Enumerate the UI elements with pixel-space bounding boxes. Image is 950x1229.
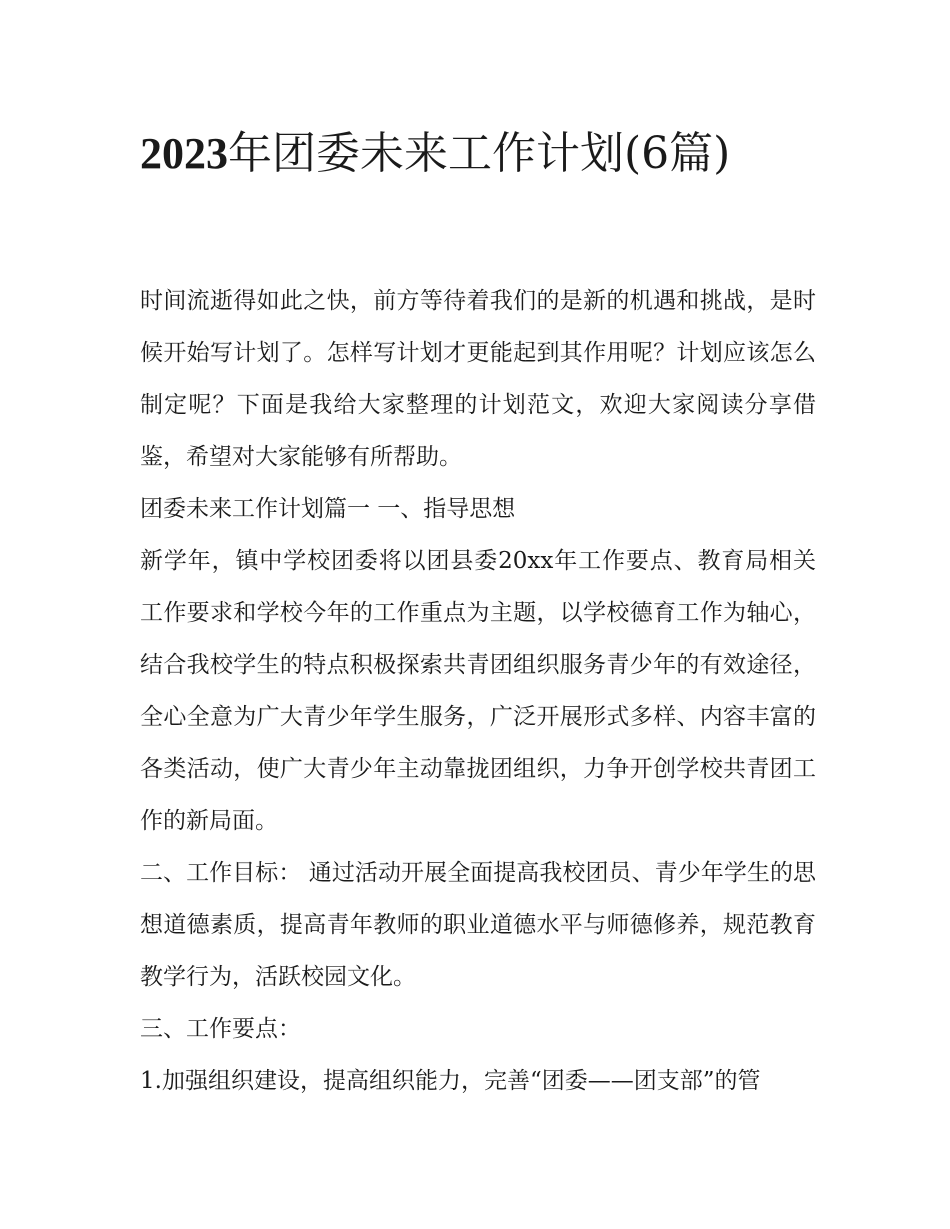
work-goals-paragraph: 二、工作目标： 通过活动开展全面提高我校团员、青少年学生的思想道德素质，提高青年教师的职业道德水平与师德修养，规范教育教学行为，活跃校园文化。 [140,860,816,990]
guiding-thought-paragraph: 新学年，镇中学校团委将以团县委20xx年工作要点、教育局相关工作要求和学校今年的工作重点为主题，以学校德育工作为轴心，结合我校学生的特点积极探索共青团组织服务青少年的有效途径，全心全意为广大青少年学生服务，广泛开展形式多样、内容丰富的各类活动，使广大青少年主动靠拢团组织，力争开创学校共青团工作的新局面。 [140,548,816,834]
section-heading-guiding-thought: 团委未来工作计划篇一 一、指导思想 [140,496,516,522]
title-year: 2023 [140,129,228,178]
intro-paragraph: 时间流逝得如此之快，前方等待着我们的是新的机遇和挑战，是时候开始写计划了。怎样写计划才更能起到其作用呢？计划应该怎么制定呢？下面是我给大家整理的计划范文，欢迎大家阅读分享借鉴，希望对大家能够有所帮助。 [140,288,816,470]
section-heading-work-points: 三、工作要点： [140,1016,301,1042]
document-body [140,275,816,1107]
document-title [140,118,820,190]
title-text: 年团委未来工作计划(6篇) [228,128,731,179]
work-point-1-paragraph: 1.加强组织建设，提高组织能力，完善“团委——团支部”的管 [140,1068,761,1094]
